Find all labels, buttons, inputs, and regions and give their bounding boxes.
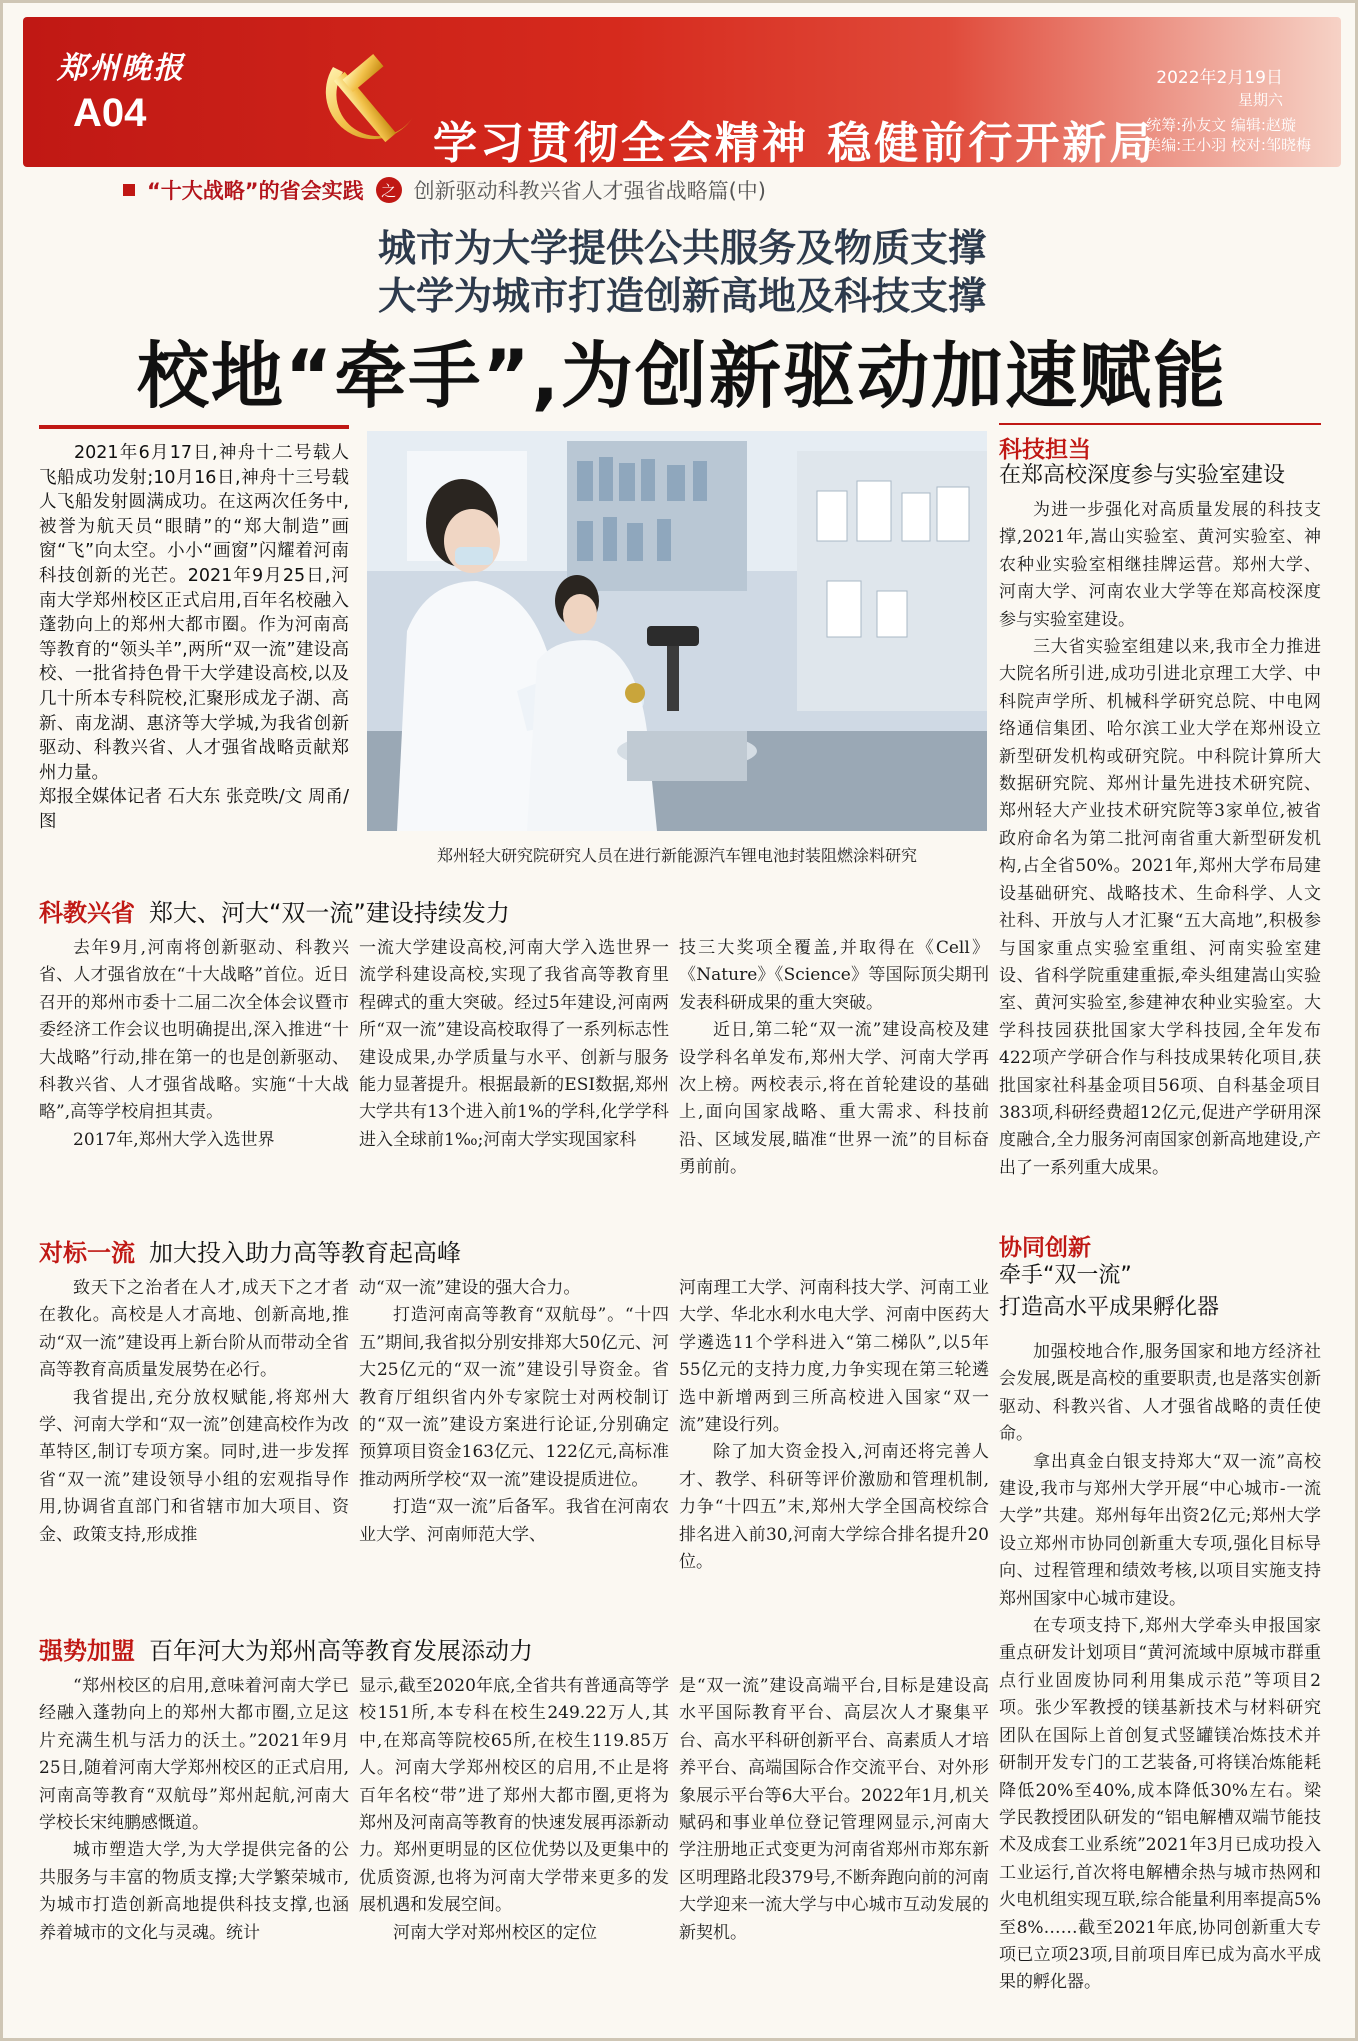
s2-para-5: 打造“双一流”后备军。我省在河南农业大学、河南师范大学、 bbox=[359, 1497, 669, 1545]
section-1-title: 郑大、河大“双一流”建设持续发力 bbox=[149, 899, 510, 927]
r2-para-1: 加强校地合作,服务国家和地方经济社会发展,既是高校的重要职责,也是落实创新驱动、科教兴省、人才强省战略的责任使命。 bbox=[999, 1342, 1321, 1445]
section-2-col-3 bbox=[679, 1275, 989, 1576]
right-2-title-2: 打造高水平成果孵化器 bbox=[999, 1295, 1220, 1320]
section-2-col-2 bbox=[359, 1275, 669, 1549]
section-3-tag: 强势加盟 bbox=[39, 1637, 135, 1665]
right-1-body bbox=[999, 497, 1321, 1182]
section-1-col-3 bbox=[679, 935, 989, 1182]
section-2-heading bbox=[39, 1233, 461, 1268]
s3-para-2: 城市塑造大学,为大学提供完备的公共服务与丰富的物质支撑;大学繁荣城市,为城市打造创新高地提供科技支撑,也涵养着城市的文化与灵魂。统计 bbox=[39, 1840, 349, 1943]
section-3-heading bbox=[39, 1631, 533, 1666]
s1-para-4: 技三大奖项全覆盖,并取得在《Cell》《Nature》《Science》等国际顶尖期刊发表科研成果的重大突破。 bbox=[679, 938, 989, 1013]
hammer-sickle-icon bbox=[303, 47, 433, 167]
s2-para-1: 致天下之治者在人才,成天下之才者在教化。高校是人才高地、创新高地,推动“双一流”建设再上新台阶从而带动全省高等教育高质量发展势在必行。 bbox=[39, 1278, 349, 1381]
right-1-tag: 科技担当 bbox=[999, 437, 1091, 463]
section-1-tag: 科教兴省 bbox=[39, 899, 135, 927]
series-line bbox=[123, 175, 766, 205]
section-2-title: 加大投入助力高等教育起高峰 bbox=[149, 1239, 461, 1267]
s1-para-2: 2017年,郑州大学入选世界 bbox=[73, 1129, 275, 1150]
section-3-col-1 bbox=[39, 1673, 349, 1947]
series-connector: 之 bbox=[376, 177, 402, 203]
section-1-heading bbox=[39, 893, 510, 928]
r1-para-1: 为进一步强化对高质量发展的科技支撑,2021年,嵩山实验室、黄河实验室、神农种业实验室相继挂牌运营。郑州大学、河南大学、河南农业大学等在郑高校深度参与实验室建设。 bbox=[999, 500, 1321, 630]
deck-line-2: 大学为城市打造创新高地及科技支撑 bbox=[377, 274, 986, 318]
s2-para-2: 我省提出,充分放权赋能,将郑州大学、河南大学和“双一流”创建高校作为改革特区,制订专项方案。同时,进一步发挥省“双一流”建设领导小组的宏观指导作用,协调省直部门和省辖市加大项目、资金、政策支持,形成推 bbox=[39, 1387, 349, 1545]
right-1-title: 在郑高校深度参与实验室建设 bbox=[999, 463, 1286, 488]
weekday-text: 星期六 bbox=[1237, 91, 1283, 109]
s2-para-3: 动“双一流”建设的强大合力。 bbox=[359, 1278, 581, 1298]
section-3-col-2 bbox=[359, 1673, 669, 1947]
s2-para-6: 河南理工大学、河南科技大学、河南工业大学、华北水利水电大学、河南中医药大学遴选11个学科进入“第二梯队”,以5年55亿元的支持力度,力争实现在第三轮遴选中新增两到三所高校进入国家“双一流”建设行列。 bbox=[679, 1278, 989, 1436]
series-label: “十大战略”的省会实践 bbox=[147, 179, 364, 203]
credit-line-1: 统筹:孙友文 编辑:赵璇 bbox=[1146, 116, 1296, 134]
main-headline: 校地“牵手”,为创新驱动加速赋能 bbox=[137, 334, 1227, 418]
byline: 郑报全媒体记者 石大东 张竞昳/文 周甬/图 bbox=[39, 787, 349, 832]
r2-para-3: 在专项支持下,郑州大学牵头申报国家重点研发计划项目“黄河流域中原城市群重点行业固废协同利用集成示范”等项目2项。张少军教授的镁基新技术与材料研究团队在国际上首创复式竖罐镁冶炼技术并研制开发专门的工艺装备,可将镁冶炼能耗降低20%至40%,成本降低30%左右。梁学民教授团队研发的“铝电解槽双端节能技术及成套工业系统”2021年3月已成功投入工业运行,首次将电解槽余热与城市热网和火电机组实现互联,综合能量利用率提高5%至8%……截至2021年底,协同创新重大专项已立项23项,目前项目库已成为高水平成果的孵化器。 bbox=[999, 1616, 1321, 1993]
lab-photo bbox=[367, 431, 987, 831]
s3-para-3: 显示,截至2020年底,全省共有普通高等学校151所,本专科在校生249.22万人,其中,在郑高等院校65所,在校生119.85万人。河南大学郑州校区的启用,不止是将百年名校“带”进了郑州大都市圈,更将为郑州及河南高等教育的快速发展再添新动力。郑州更明显的区位优势以及更集中的优质资源,也将为河南大学带来更多的发展机遇和发展空间。 bbox=[359, 1676, 669, 1916]
issue-date bbox=[1156, 67, 1283, 111]
section-2-col-1 bbox=[39, 1275, 349, 1549]
s2-para-4: 打造河南高等教育“双航母”。“十四五”期间,我省拟分别安排郑大50亿元、河大25亿元的“双一流”建设引导资金。省教育厅组织省内外专家院士对两校制订的“双一流”建设方案进行论证,分别确定预算项目资金163亿元、122亿元,高标准推动两所学校“双一流”建设提质进位。 bbox=[359, 1305, 669, 1490]
r1-para-2: 三大省实验室组建以来,我市全力推进大院名所引进,成功引进北京理工大学、中科院声学所、机械科学研究总院、中电网络通信集团、哈尔滨工业大学在郑州设立新型研发机构或研究院。中科院计算所大数据研究院、郑州计量先进技术研究院、郑州轻大产业技术研究院等3家单位,被省政府命名为第二批河南省重大新型研发机构,占全省50%。2021年,郑州大学布局建设基础研究、战略技术、生命科学、人文社科、开放与人才汇聚“五大高地”,积极参与国家重点实验室重组、河南实验室建设、省科学院重建重振,牵头组建嵩山实验室、黄河实验室,参建神农种业实验室。大学科技园获批国家大学科技园,全年发布422项产学研合作与科技成果转化项目,获批国家社科基金项目56项、自科基金项目383项,科研经费超12亿元,促进产学研用深度融合,全力服务河南国家创新高地建设,产出了一系列重大成果。 bbox=[999, 637, 1321, 1178]
s2-para-7: 除了加大资金投入,河南还将完善人才、教学、科研等评价激励和管理机制,力争“十四五”末,郑州大学全国高校综合排名进入前30,河南大学综合排名提升20位。 bbox=[679, 1442, 989, 1573]
editor-credits bbox=[1146, 115, 1311, 155]
lead-paragraph bbox=[39, 425, 349, 835]
masthead-logo: 郑州晚报 bbox=[57, 51, 185, 86]
section-3-title: 百年河大为郑州高等教育发展添动力 bbox=[149, 1637, 533, 1665]
section-1-col-2 bbox=[359, 935, 669, 1154]
s1-para-5: 近日,第二轮“双一流”建设高校及建设学科名单发布,郑州大学、河南大学再次上榜。两校表示,将在首轮建设的基础上,面向国家战略、重大需求、科技前沿、区域发展,瞄准“世界一流”的目标奋勇前前。 bbox=[679, 1020, 989, 1178]
right-2-body bbox=[999, 1339, 1321, 1997]
header-bar bbox=[23, 17, 1341, 167]
s3-para-5: 是“双一流”建设高端平台,目标是建设高水平国际教育平台、高层次人才聚集平台、高水平科研创新平台、高素质人才培养平台、高端国际合作交流平台、对外形象展示平台等6大平台。2022年1月,机关赋码和事业单位登记管理网显示,河南大学注册地正式变更为河南省郑州市郑东新区明理路北段379号,不断奔跑向前的河南大学迎来一流大学与中心城市互动发展的新契机。 bbox=[679, 1676, 989, 1943]
s3-para-1: “郑州校区的启用,意味着河南大学已经融入蓬勃向上的郑州大都市圈,立足这片充满生机与活力的沃土。”2021年9月25日,随着河南大学郑州校区的正式启用,河南高等教育“双航母”郑州起航,河南大学校长宋纯鹏感慨道。 bbox=[39, 1676, 349, 1834]
page-number: A04 bbox=[73, 91, 147, 135]
right-2-tag: 协同创新 bbox=[999, 1235, 1091, 1261]
red-square-icon bbox=[123, 184, 135, 196]
credit-line-2: 美编:王小羽 校对:邹晓梅 bbox=[1146, 136, 1311, 154]
right-2-title-1: 牵手“双一流” bbox=[999, 1263, 1132, 1288]
series-subtitle: 创新驱动科教兴省人才强省战略篇(中) bbox=[413, 179, 766, 203]
s1-para-3: 一流大学建设高校,河南大学入选世界一流学科建设高校,实现了我省高等教育里程碑式的重大突破。经过5年建设,河南两所“双一流”建设高校取得了一系列标志性建设成果,办学质量与水平、创新与服务能力显著提升。根据最新的ESI数据,郑州大学共有13个进入前1%的学科,化学学科进入全球前1‰;河南大学实现国家科 bbox=[359, 938, 669, 1150]
deck-line-1: 城市为大学提供公共服务及物质支撑 bbox=[377, 226, 986, 270]
date-text: 2022年2月19日 bbox=[1156, 68, 1283, 88]
photo-caption: 郑州轻大研究院研究人员在进行新能源汽车锂电池封装阻燃涂料研究 bbox=[436, 846, 917, 865]
s3-para-4: 河南大学对郑州校区的定位 bbox=[393, 1922, 597, 1943]
r2-para-2: 拿出真金白银支持郑大“双一流”高校建设,我市与郑州大学开展“中心城市-一流大学”共建。郑州每年出资2亿元;郑州大学设立郑州市协同创新重大专项,强化目标导向、过程管理和绩效考核,以项目实施支持郑州国家中心城市建设。 bbox=[999, 1451, 1321, 1609]
section-3-col-3 bbox=[679, 1673, 989, 1947]
banner-slogan: 学习贯彻全会精神 稳健前行开新局 bbox=[433, 118, 1157, 169]
lead-text: 2021年6月17日,神舟十二号载人飞船成功发射;10月16日,神舟十三号载人飞船发射圆满成功。在这两次任务中,被誉为航天员“眼睛”的“郑大制造”画窗“飞”向太空。小小“画窗”闪耀着河南科技创新的光芒。2021年9月25日,河南大学郑州校区正式启用,百年名校融入蓬勃向上的郑州大都市圈。作为河南高等教育的“领头羊”,两所“双一流”建设高校、一批省持色骨干大学建设高校,以及几十所本专科院校,汇聚形成龙子湖、高新、南龙湖、惠济等大学城,为我省创新驱动、科教兴省、人才强省战略贡献郑州力量。 bbox=[39, 443, 349, 783]
section-2-tag: 对标一流 bbox=[39, 1239, 135, 1267]
s1-para-1: 去年9月,河南将创新驱动、科教兴省、人才强省放在“十大战略”首位。近日召开的郑州市委十二届二次全体会议暨市委经济工作会议也明确提出,深入推进“十大战略”行动,排在第一的也是创新驱动、科教兴省、人才强省战略。实施“十大战略”,高等学校肩担其责。 bbox=[39, 938, 349, 1123]
right-rule-1 bbox=[999, 423, 1321, 425]
section-1-col-1 bbox=[39, 935, 349, 1154]
